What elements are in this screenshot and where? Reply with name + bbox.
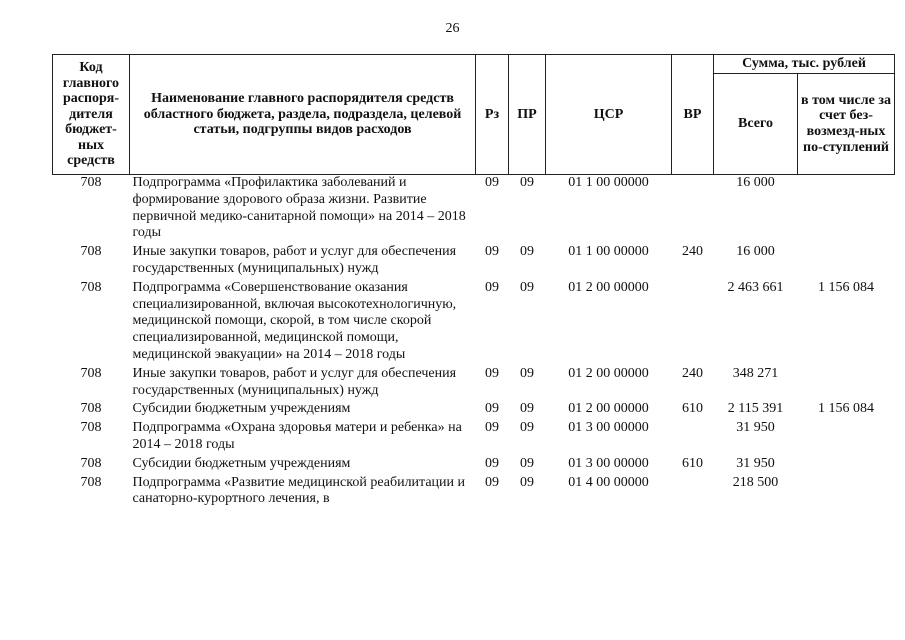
header-name: Наименование главного распорядителя средств областного бюджета, раздела, подраздела, целевой статьи, подгруппы видов расходов bbox=[130, 55, 476, 175]
cell-pr: 09 bbox=[520, 175, 534, 190]
table-body bbox=[53, 175, 895, 511]
table-row bbox=[53, 420, 895, 456]
cell-total: 31 950 bbox=[736, 420, 775, 436]
cell-csr: 01 2 00 00000 bbox=[568, 365, 649, 381]
cell-free bbox=[798, 244, 895, 280]
cell-free bbox=[798, 456, 895, 475]
cell-csr: 01 3 00 00000 bbox=[568, 420, 649, 436]
cell-free bbox=[798, 366, 895, 402]
header-total: Всего bbox=[714, 74, 798, 175]
cell-code: 708 bbox=[80, 279, 102, 295]
table-row bbox=[53, 280, 895, 366]
cell-vr bbox=[672, 475, 714, 511]
budget-table bbox=[52, 54, 895, 510]
cell-total: 2 463 661 bbox=[727, 279, 784, 295]
cell-name: Иные закупки товаров, работ и услуг для обеспечения государственных (муниципальных) нужд bbox=[132, 244, 457, 276]
cell-name: Подпрограмма «Охрана здоровья матери и ребенка» на 2014 – 2018 годы bbox=[132, 420, 462, 452]
header-sum-group: Сумма, тыс. рублей bbox=[714, 55, 895, 74]
cell-total: 31 950 bbox=[736, 455, 775, 471]
cell-code: 708 bbox=[80, 175, 102, 190]
cell-name: Подпрограмма «Совершенствование оказания специализированной, включая высокотехнологичную, медицинской помощи, скорой, в том числе скорой специализированной, медицинской помощи, медицинской эвакуации» на 2014 – 2018 годы bbox=[132, 279, 457, 362]
cell-rz: 09 bbox=[485, 401, 499, 417]
table-header bbox=[53, 55, 895, 175]
cell-total: 2 115 391 bbox=[727, 401, 784, 417]
cell-vr bbox=[672, 280, 714, 366]
cell-pr: 09 bbox=[520, 455, 534, 471]
cell-pr: 09 bbox=[520, 244, 534, 260]
cell-vr: 240 bbox=[682, 244, 703, 260]
cell-csr: 01 2 00 00000 bbox=[568, 279, 649, 295]
cell-vr: 610 bbox=[682, 455, 703, 471]
header-rz: Рз bbox=[476, 55, 509, 175]
table-row bbox=[53, 475, 895, 511]
cell-pr: 09 bbox=[520, 365, 534, 381]
cell-name: Субсидии бюджетным учреждениям bbox=[132, 455, 351, 471]
cell-rz: 09 bbox=[485, 420, 499, 436]
cell-name: Субсидии бюджетным учреждениям bbox=[132, 401, 351, 417]
table-row bbox=[53, 366, 895, 402]
cell-name: Иные закупки товаров, работ и услуг для обеспечения государственных (муниципальных) нужд bbox=[132, 365, 457, 398]
header-vr: ВР bbox=[672, 55, 714, 175]
cell-pr: 09 bbox=[520, 401, 534, 417]
cell-free: 1 156 084 bbox=[818, 279, 874, 295]
cell-pr: 09 bbox=[520, 474, 534, 490]
cell-rz: 09 bbox=[485, 175, 499, 190]
cell-free bbox=[798, 175, 895, 245]
cell-code: 708 bbox=[80, 474, 102, 490]
cell-rz: 09 bbox=[485, 279, 499, 295]
table-row bbox=[53, 456, 895, 475]
cell-rz: 09 bbox=[485, 455, 499, 471]
cell-code: 708 bbox=[80, 401, 102, 417]
cell-rz: 09 bbox=[485, 474, 499, 490]
cell-name: Подпрограмма «Профилактика заболеваний и формирование здорового образа жизни. Развитие первичной медико-санитарной помощи» на 2014 – 2018 годы bbox=[132, 175, 466, 241]
page-number: 26 bbox=[445, 21, 460, 36]
header-csr: ЦСР bbox=[546, 55, 672, 175]
cell-vr bbox=[672, 175, 714, 245]
table-row bbox=[53, 401, 895, 420]
cell-csr: 01 1 00 00000 bbox=[568, 175, 649, 190]
cell-csr: 01 2 00 00000 bbox=[568, 401, 649, 417]
cell-total: 16 000 bbox=[736, 175, 775, 190]
cell-csr: 01 1 00 00000 bbox=[568, 244, 649, 260]
cell-code: 708 bbox=[80, 455, 102, 471]
cell-total: 218 500 bbox=[732, 474, 779, 490]
cell-vr bbox=[672, 420, 714, 456]
cell-free: 1 156 084 bbox=[818, 401, 874, 417]
cell-code: 708 bbox=[80, 365, 102, 381]
table-row bbox=[53, 244, 895, 280]
cell-csr: 01 4 00 00000 bbox=[568, 474, 649, 490]
cell-total: 348 271 bbox=[732, 365, 779, 381]
cell-name: Подпрограмма «Развитие медицинской реабилитации и санаторно-курортного лечения, в bbox=[132, 474, 466, 507]
table-row bbox=[53, 175, 895, 245]
cell-free bbox=[798, 475, 895, 511]
cell-code: 708 bbox=[80, 244, 102, 260]
cell-pr: 09 bbox=[520, 279, 534, 295]
cell-csr: 01 3 00 00000 bbox=[568, 455, 649, 471]
cell-rz: 09 bbox=[485, 244, 499, 260]
cell-code: 708 bbox=[80, 420, 102, 436]
cell-vr: 610 bbox=[682, 401, 703, 417]
cell-total: 16 000 bbox=[736, 244, 775, 260]
cell-rz: 09 bbox=[485, 365, 499, 381]
cell-vr: 240 bbox=[682, 365, 703, 381]
header-code: Код главного распоря-дителя бюджет-ных средств bbox=[53, 55, 130, 175]
cell-free bbox=[798, 420, 895, 456]
header-pr: ПР bbox=[509, 55, 546, 175]
cell-pr: 09 bbox=[520, 420, 534, 436]
header-free: в том числе за счет без-возмезд-ных по-ступлений bbox=[798, 74, 895, 175]
